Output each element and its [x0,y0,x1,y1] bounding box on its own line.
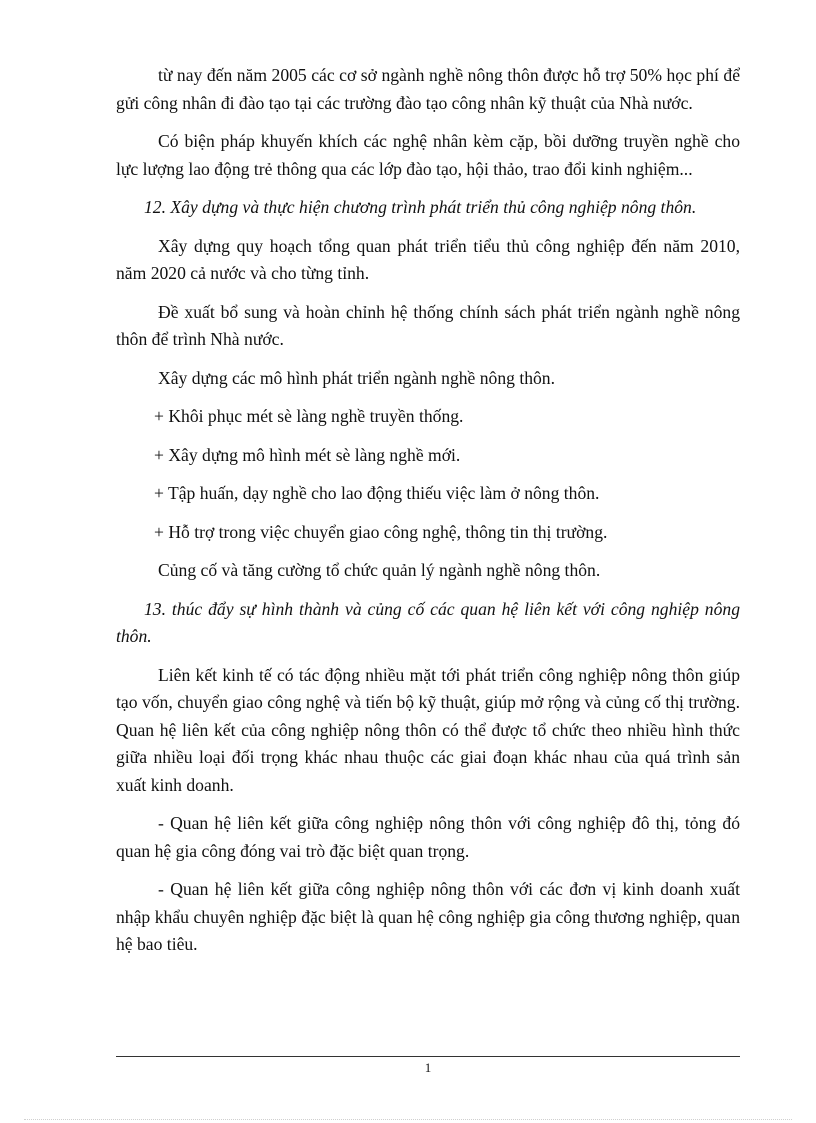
section-heading: 12. Xây dựng và thực hiện chương trình phát triển thủ công nghiệp nông thôn. [144,197,697,217]
paragraph: Xây dựng quy hoạch tổng quan phát triển tiểu thủ công nghiệp đến năm 2010, năm 2020 cả nước và cho từng tỉnh. [116,235,740,283]
page-number: 1 [424,1060,432,1075]
document-page [116,62,740,970]
paragraph: Đề xuất bổ sung và hoàn chỉnh hệ thống chính sách phát triển ngành nghề nông thôn để trình Nhà nước. [116,301,740,349]
dash-item: - Quan hệ liên kết giữa công nghiệp nông thôn với các đơn vị kinh doanh xuất nhập khẩu chuyên nghiệp đặc biệt là quan hệ công nghiệp gia công thương nghiệp, quan hệ bao tiêu. [116,879,740,954]
bullet-item: + Xây dựng mô hình mét sè làng nghề mới. [154,444,461,465]
paragraph: Liên kết kinh tế có tác động nhiều mặt tới phát triển công nghiệp nông thôn giúp tạo vốn, chuyển giao công nghệ và tiến bộ kỹ thuật, giúp mở rộng và củng cố thị trường. Quan hệ liên kết của công nghiệp nông thôn có thể được tổ chức theo nhiều hình thức giữa nhiều loại đối trọng khác nhau thuộc các giai đoạn khác nhau của quá trình sản xuất kinh doanh. [116,664,740,795]
paragraph: Xây dựng các mô hình phát triển ngành nghề nông thôn. [158,367,556,388]
paragraph: Có biện pháp khuyến khích các nghệ nhân kèm cặp, bồi dưỡng truyền nghề cho lực lượng lao động trẻ thông qua các lớp đào tạo, hội thảo, trao đổi kinh nghiệm... [116,131,740,179]
bullet-item: + Hỗ trợ trong việc chuyển giao công nghệ, thông tin thị trường. [154,521,608,542]
bullet-item: + Khôi phục mét sè làng nghề truyền thống. [154,406,464,426]
paragraph: Củng cố và tăng cường tổ chức quản lý ngành nghề nông thôn. [158,560,601,580]
section-heading: 13. thúc đẩy sự hình thành và củng cố các quan hệ liên kết với công nghiệp nông thôn. [116,598,740,646]
bullet-item: + Tập huấn, dạy nghề cho lao động thiếu việc làm ở nông thôn. [154,483,600,503]
paragraph: từ nay đến năm 2005 các cơ sở ngành nghề nông thôn được hỗ trợ 50% học phí để gửi công nhân đi đào tạo tại các trường đào tạo công nhân kỹ thuật của Nhà nước. [116,65,740,113]
dash-item: - Quan hệ liên kết giữa công nghiệp nông thôn với công nghiệp đô thị, tỏng đó quan hệ gia công đóng vai trò đặc biệt quan trọng. [116,813,740,861]
footer-divider [116,1056,740,1057]
page-boundary [24,1119,792,1120]
